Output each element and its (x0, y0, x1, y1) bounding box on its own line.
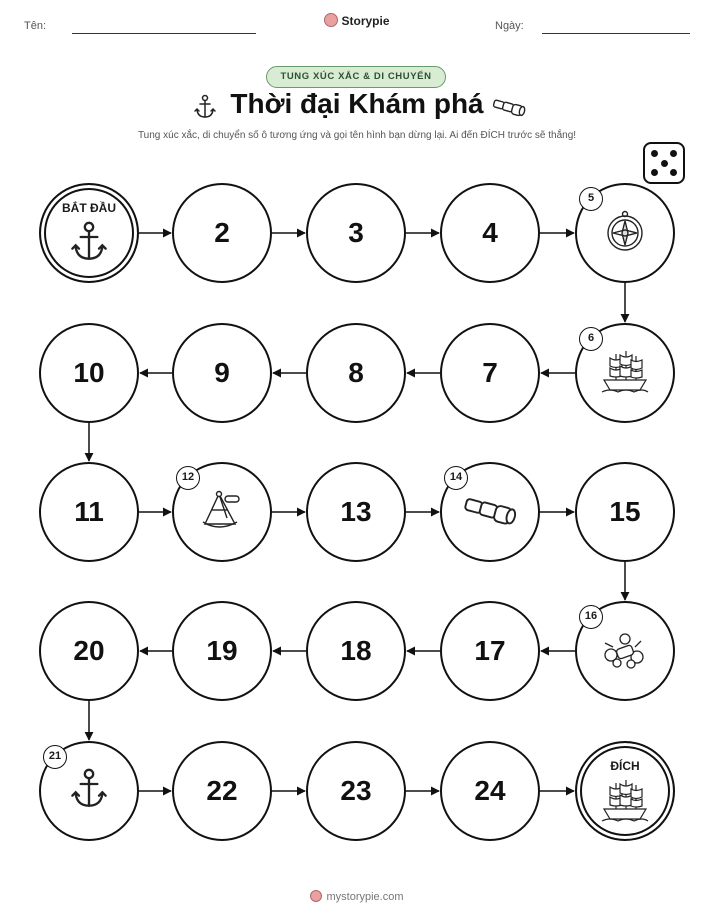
space-number: 18 (340, 635, 372, 666)
board-space (440, 323, 540, 423)
ship-icon (600, 777, 650, 828)
brand-name: Storypie (341, 14, 390, 28)
board-space (39, 741, 139, 841)
page-title: Thời đại Khám phá (230, 88, 484, 119)
date-label: Ngày: (495, 20, 524, 32)
board-space (306, 741, 406, 841)
finish-space (575, 741, 675, 841)
board-space (575, 601, 675, 701)
space-number: 7 (482, 357, 498, 388)
start-space (39, 183, 139, 283)
footer (0, 890, 714, 903)
anchor-icon (69, 767, 109, 816)
space-number: 4 (482, 217, 498, 248)
space-number-badge: 21 (43, 745, 67, 769)
space-number: 2 (214, 217, 230, 248)
board-space (306, 323, 406, 423)
board-space (172, 323, 272, 423)
board-space (172, 183, 272, 283)
space-number: 19 (206, 635, 238, 666)
activity-type-badge: TUNG XÚC XẮC & DI CHUYỂN (266, 66, 446, 88)
space-number: 15 (609, 496, 641, 527)
board-space (575, 462, 675, 562)
board-space (39, 601, 139, 701)
board-space (440, 183, 540, 283)
space-number-badge: 6 (579, 327, 603, 351)
space-number: 8 (348, 357, 364, 388)
space-number: 11 (74, 496, 104, 527)
spyglass-icon (462, 494, 518, 531)
board-space (575, 183, 675, 283)
board-space (306, 462, 406, 562)
ship-icon (600, 348, 650, 399)
space-number-badge: 14 (444, 466, 468, 490)
board-space (306, 183, 406, 283)
space-number: 3 (348, 217, 364, 248)
board-space (440, 741, 540, 841)
board-space (172, 601, 272, 701)
space-number: 20 (73, 635, 105, 666)
finish-label: ĐÍCH (610, 759, 640, 773)
space-number: 23 (340, 775, 372, 806)
treasure-pile-icon (601, 629, 649, 674)
compass-icon (603, 209, 647, 258)
board-space (306, 601, 406, 701)
start-label: BẮT ĐẦU (62, 201, 116, 215)
board-space (39, 462, 139, 562)
space-number: 24 (474, 775, 506, 806)
space-number-badge: 5 (579, 187, 603, 211)
space-number: 13 (340, 496, 372, 527)
sextant-icon (197, 488, 247, 537)
footer-url: mystorypie.com (326, 891, 404, 903)
board-space (440, 462, 540, 562)
space-number: 17 (474, 635, 506, 666)
board-space (172, 741, 272, 841)
storypie-logo-icon (310, 890, 322, 902)
board-space (39, 323, 139, 423)
space-number: 9 (214, 357, 230, 388)
name-label: Tên: (24, 20, 47, 32)
board-space (575, 323, 675, 423)
board-space (172, 462, 272, 562)
space-number: 10 (73, 357, 105, 388)
anchor-icon (69, 220, 109, 269)
space-number: 22 (206, 775, 238, 806)
space-number-badge: 12 (176, 466, 200, 490)
space-number-badge: 16 (579, 605, 603, 629)
board-space (440, 601, 540, 701)
instructions: Tung xúc xắc, di chuyển số ô tương ứng và gọi tên hình bạn dừng lại. Ai đến ĐÍCH trước sẽ thắng! (137, 130, 577, 141)
